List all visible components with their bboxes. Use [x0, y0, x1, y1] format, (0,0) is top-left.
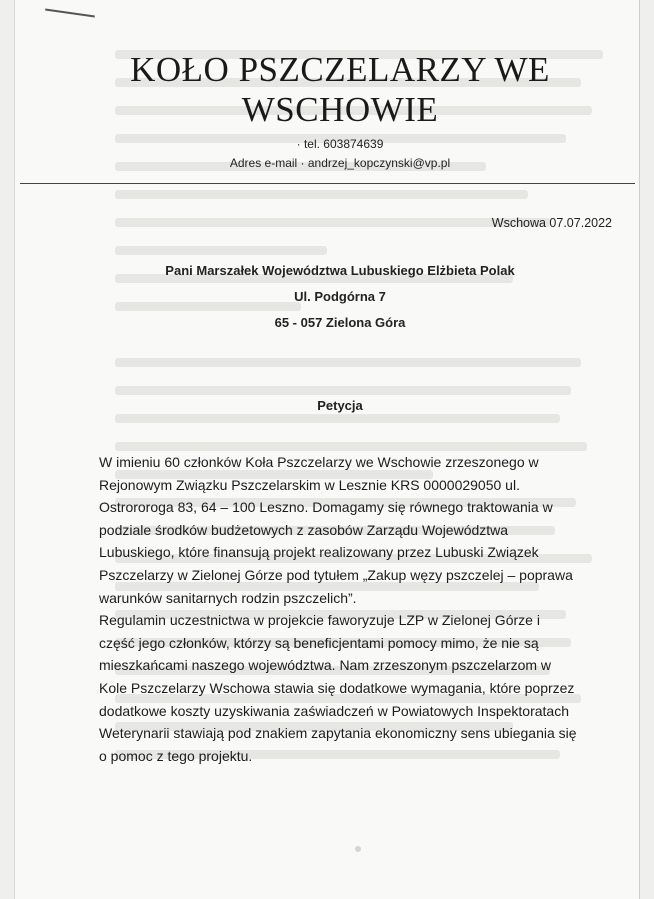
body-paragraph: Regulamin uczestnictwa w projekcie faworyzuje LZP w Zielonej Górze i część jego członków, którzy są beneficjentami pomocy mimo, że nie są mieszkańcami naszego województwa. Nam zrzeszonym pszczelarzom w Kole Pszczelarzy Wschowa stawia się dodatkowe wymagania, które poprzez dodatkowe koszty uzyskiwania zaświadczeń w Powiatowych Inspektoratach Weterynarii stawiają pod znakiem zapytania ekonomiczny sens ubiegania się o pomoc z tego projektu. [99, 612, 577, 764]
organization-title: KOŁO PSZCZELARZY WE WSCHOWIE [130, 50, 550, 129]
paper-speck [355, 846, 361, 852]
body-paragraph: W imieniu 60 członków Koła Pszczelarzy we Wschowie zrzeszonego w Rejonowym Związku Pszczelarskim w Lesznie KRS 0000029050 ul. Ostrororoga 83, 64 – 100 Leszno. Domagamy się równego traktowania w podziale środków budżetowych z zasobów Zarządu Województwa Lubuskiego, które finansują projekt realizowany przez Lubuski Związek Pszczelarzy w Zielonej Górze pod tytułem „Zakup węzy pszczelej – poprawa warunków sanitarnych rodzin pszczelich”. [99, 454, 573, 606]
addressee-block [110, 258, 570, 336]
phone-line: · tel. 603874639 [296, 137, 384, 151]
addressee-street: Ul. Podgórna 7 [294, 289, 386, 304]
letter-subject: Petycja [317, 398, 363, 413]
addressee-city: 65 - 057 Zielona Góra [274, 315, 406, 330]
addressee-name: Pani Marszałek Województwa Lubuskiego Elżbieta Polak [165, 263, 515, 278]
pen-mark [45, 9, 95, 18]
header-divider [20, 183, 635, 184]
contact-block [110, 135, 570, 173]
letter-body [99, 451, 579, 767]
letter-date: Wschowa 07.07.2022 [491, 216, 612, 230]
email-line: Adres e-mail · andrzej_kopczynski@vp.pl [229, 156, 451, 170]
